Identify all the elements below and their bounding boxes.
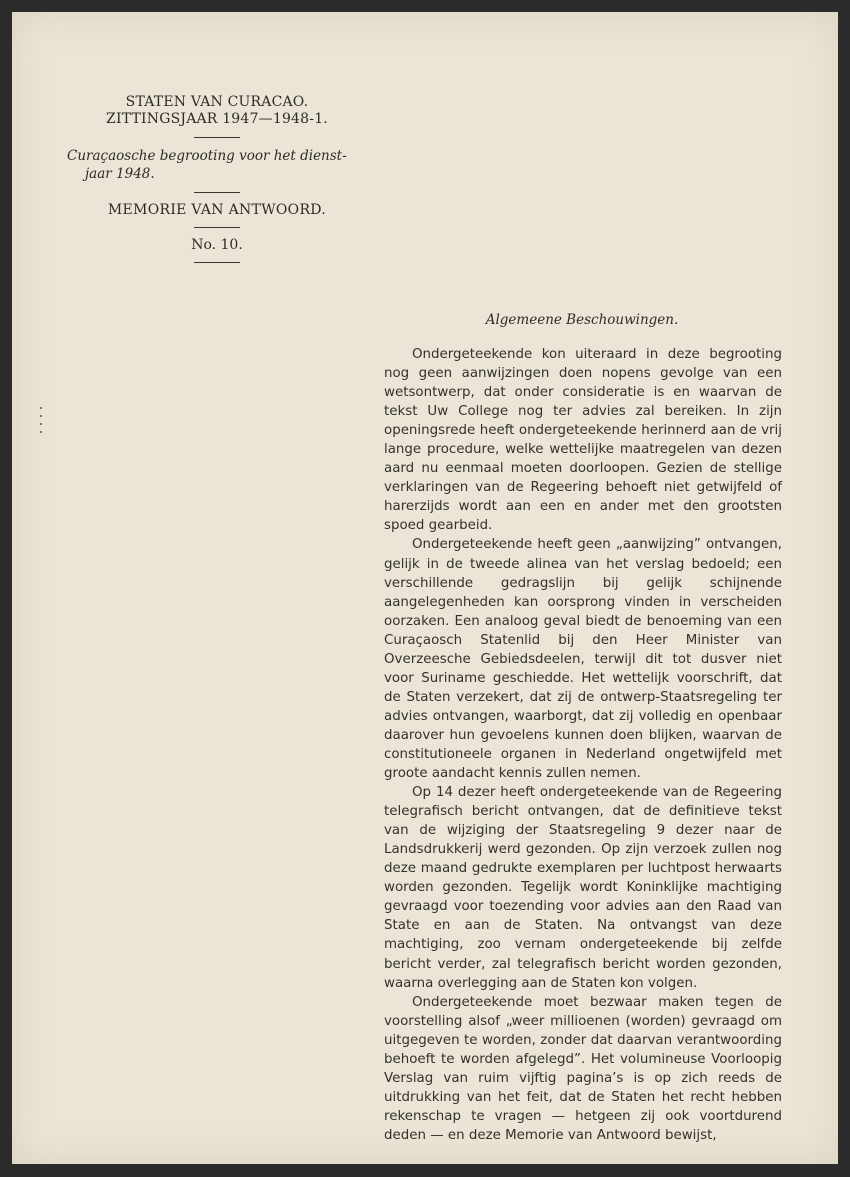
header-session: ZITTINGSJAAR 1947—1948-1. (106, 111, 328, 127)
header-divider (194, 137, 240, 138)
paragraph-3: Op 14 dezer heeft ondergeteekende van de Regeering telegrafisch bericht ontvangen, dat de definitieve tekst van de wijziging der Staatsregeling 9 dezer naar de Landsdrukkerij werd gezonden. Op zijn verzoek zullen nog deze maand gedrukte exemplaren per luchtpost herwaarts worden gezonden. Tegelijk wordt Koninklijke machtiging gevraagd voor toezending voor advies aan den Raad van State en aan de Staten. Na ontvangst van deze machtiging, zoo vernam ondergeteekende bij zelfde bericht verder, zal telegrafisch bericht worden gezonden, waarna overlegging aan de Staten kon volgen. (384, 785, 782, 991)
document-header (67, 94, 367, 272)
body-text (384, 345, 782, 1145)
header-title: STATEN VAN CURACAO. (125, 94, 309, 110)
subtitle-line-2: jaar 1948. (85, 166, 155, 182)
section-title: Algemeene Beschouwingen. (485, 312, 679, 328)
header-divider (194, 262, 240, 263)
paragraph-2: Ondergeteekende heeft geen „aanwijzing” ontvangen, gelijk in de tweede alinea van het verslag bedoeld; een verschillende gedragslijn bij gelijk schijnende aangelegenheden kan oorsprong vinden in verscheiden oorzaken. Een analoog geval biedt de benoeming van een Curaçaosch Statenlid bij den Heer Minister van Overzeesche Gebiedsdeelen, terwijl dit tot dusver niet voor Suriname geschiedde. Het wettelijk voorschrift, dat de Staten verzekert, dat zij de ontwerp-Staatsregeling ter advies ontvangen, waarborgt, dat zij volledig en openbaar daarover hun gevoelens kunnen doen blijken, waarvan de constitutioneele organen in Nederland ongetwijfeld met groote aandacht kennis zullen nemen. (384, 537, 782, 782)
header-divider (194, 192, 240, 193)
header-subtitle (67, 147, 367, 183)
paragraph-4: Ondergeteekende moet bezwaar maken tegen de voorstelling alsof „weer millioenen (worden) gevraagd om uitgegeven te worden, zonder dat daarvan verantwoording behoeft te worden afgelegd”. Het volumineuse Voorloopig Verslag van ruim vijftig pagina’s is op zich reeds de uitdrukking van het feit, dat de Staten het recht hebben rekenschap te vragen — hetgeen zij ook voortdurend deden — en deze Memorie van Antwoord bewijst, (384, 994, 782, 1143)
header-divider (194, 227, 240, 228)
subtitle-line-1: Curaçaosche begrooting voor het dienst- (67, 148, 347, 164)
margin-specks (40, 407, 44, 439)
memorie-heading: MEMORIE VAN ANTWOORD. (107, 202, 327, 218)
document-page (12, 12, 838, 1164)
document-number: No. 10. (191, 237, 243, 253)
paragraph-1: Ondergeteekende kon uiteraard in deze begrooting nog geen aanwijzingen doen nopens gevolge van een wetsontwerp, dat onder consideratie is en waarvan de tekst Uw College nog ter advies zal bereiken. In zijn openingsrede heeft ondergeteekende herinnerd aan de vrij lange procedure, welke wettelijke maatregelen van dezen aard nu eenmaal moeten doorloopen. Gezien de stellige verklaringen van de Regeering behoeft niet getwijfeld of harerzijds wordt aan een en ander met den grootsten spoed gearbeid. (384, 347, 782, 534)
